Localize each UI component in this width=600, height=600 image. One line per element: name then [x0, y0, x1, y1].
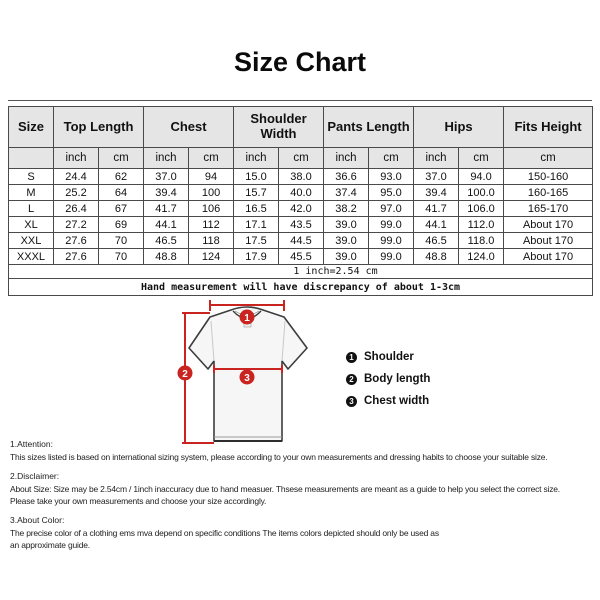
table-row — [9, 201, 593, 217]
table-cell: 165-170 — [504, 201, 593, 217]
table-cell: 70 — [99, 233, 144, 249]
table-cell: 124.0 — [459, 249, 504, 265]
unit-header: cm — [504, 148, 593, 169]
notes-section — [10, 438, 598, 558]
size-table — [8, 106, 593, 296]
circled-2-icon: 2 — [346, 374, 357, 385]
unit-header: inch — [324, 148, 369, 169]
column-group-header: Pants Length — [324, 107, 414, 148]
table-cell: About 170 — [504, 249, 593, 265]
table-cell: 94.0 — [459, 169, 504, 185]
size-table-body — [9, 169, 593, 265]
table-cell: 25.2 — [54, 185, 99, 201]
size-cell: L — [9, 201, 54, 217]
unit-header — [9, 148, 54, 169]
table-cell: 70 — [99, 249, 144, 265]
note-heading: 2.Disclaimer: — [10, 470, 60, 481]
table-cell: 17.1 — [234, 217, 279, 233]
table-cell: 95.0 — [369, 185, 414, 201]
legend-item-body-length — [346, 368, 430, 390]
note-line: About Size: Size may be 2.54cm / 1inch inaccuracy due to hand measuer. Thsese measurements are meant as a guide to help you select the correct size. — [10, 483, 560, 494]
tshirt-graphic — [160, 298, 340, 448]
tshirt-diagram — [160, 298, 340, 448]
table-cell: 150-160 — [504, 169, 593, 185]
table-cell: 112 — [189, 217, 234, 233]
unit-header: inch — [54, 148, 99, 169]
table-cell: 46.5 — [414, 233, 459, 249]
table-cell: 44.1 — [144, 217, 189, 233]
table-cell: About 170 — [504, 233, 593, 249]
measurement-note-row — [9, 279, 593, 296]
table-cell: 46.5 — [144, 233, 189, 249]
table-cell: 43.5 — [279, 217, 324, 233]
note-section — [10, 514, 598, 552]
table-cell: 40.0 — [279, 185, 324, 201]
legend-label-body-length: Body length — [364, 373, 431, 385]
marker-1-number: 1 — [244, 312, 250, 324]
table-cell: 44.1 — [414, 217, 459, 233]
size-cell: M — [9, 185, 54, 201]
page-title: Size Chart — [233, 47, 367, 77]
table-cell: 118 — [189, 233, 234, 249]
table-cell: 45.5 — [279, 249, 324, 265]
circled-3-icon: 3 — [346, 396, 357, 407]
table-cell: About 170 — [504, 217, 593, 233]
legend-label-shoulder: Shoulder — [364, 351, 414, 363]
table-cell: 39.4 — [414, 185, 459, 201]
table-cell: 64 — [99, 185, 144, 201]
unit-header: inch — [144, 148, 189, 169]
note-heading: 1.Attention: — [10, 439, 54, 449]
table-cell: 27.2 — [54, 217, 99, 233]
table-cell: 36.6 — [324, 169, 369, 185]
marker-3-number: 3 — [244, 372, 250, 384]
table-cell: 24.4 — [54, 169, 99, 185]
table-cell: 124 — [189, 249, 234, 265]
table-cell: 16.5 — [234, 201, 279, 217]
table-cell: 48.8 — [414, 249, 459, 265]
table-cell: 69 — [99, 217, 144, 233]
note-line: This sizes listed is based on international sizing system, please according to your own measurements and dressing habits to choose your suitable size. — [10, 452, 548, 462]
table-row — [9, 249, 593, 265]
table-cell: 67 — [99, 201, 144, 217]
column-group-header: Top Length — [54, 107, 144, 148]
table-cell: 17.9 — [234, 249, 279, 265]
table-cell: 99.0 — [369, 217, 414, 233]
column-group-row — [9, 107, 593, 148]
table-row — [9, 169, 593, 185]
table-cell: 15.7 — [234, 185, 279, 201]
column-group-header: Size — [9, 107, 54, 148]
size-cell: XXL — [9, 233, 54, 249]
table-cell: 27.6 — [54, 249, 99, 265]
table-row — [9, 217, 593, 233]
unit-header: cm — [369, 148, 414, 169]
column-group-header: Fits Height — [504, 107, 593, 148]
column-group-header: Chest — [144, 107, 234, 148]
table-top-rule — [8, 100, 592, 101]
conversion-note: 1 inch=2.54 cm — [9, 265, 593, 279]
legend-label-chest-width: Chest width — [364, 395, 430, 407]
table-cell: 17.5 — [234, 233, 279, 249]
table-cell: 38.0 — [279, 169, 324, 185]
table-cell: 99.0 — [369, 249, 414, 265]
table-cell: 39.0 — [324, 217, 369, 233]
table-cell: 37.0 — [144, 169, 189, 185]
marker-2-number: 2 — [182, 368, 188, 380]
unit-header: cm — [279, 148, 324, 169]
unit-header: cm — [189, 148, 234, 169]
table-cell: 42.0 — [279, 201, 324, 217]
table-cell: 41.7 — [144, 201, 189, 217]
size-cell: S — [9, 169, 54, 185]
marker-3 — [240, 370, 255, 385]
note-heading: 3.About Color: — [10, 514, 65, 525]
unit-header: inch — [414, 148, 459, 169]
measurement-legend — [346, 346, 430, 412]
unit-header: cm — [459, 148, 504, 169]
unit-header: cm — [99, 148, 144, 169]
table-cell: 39.0 — [324, 249, 369, 265]
column-group-header: Hips — [414, 107, 504, 148]
table-cell: 62 — [99, 169, 144, 185]
table-cell: 37.0 — [414, 169, 459, 185]
note-line: The precise color of a clothing ems mva depend on specific conditions The items colors depicted should only be used as — [10, 527, 439, 538]
marker-2 — [178, 366, 193, 381]
conversion-note-row — [9, 265, 593, 279]
table-cell: 100.0 — [459, 185, 504, 201]
circled-1-icon: 1 — [346, 352, 357, 363]
table-cell: 38.2 — [324, 201, 369, 217]
table-cell: 94 — [189, 169, 234, 185]
table-cell: 48.8 — [144, 249, 189, 265]
measurement-note: Hand measurement will have discrepancy of about 1-3cm — [9, 279, 593, 296]
marker-1 — [240, 310, 255, 325]
table-row — [9, 185, 593, 201]
table-cell: 41.7 — [414, 201, 459, 217]
size-cell: XXXL — [9, 249, 54, 265]
note-line: Please take your own measurements and choose your size accordingly. — [10, 496, 267, 506]
table-cell: 97.0 — [369, 201, 414, 217]
note-section — [10, 470, 598, 508]
table-cell: 160-165 — [504, 185, 593, 201]
legend-item-shoulder — [346, 346, 430, 368]
table-cell: 106.0 — [459, 201, 504, 217]
table-row — [9, 233, 593, 249]
table-cell: 93.0 — [369, 169, 414, 185]
table-cell: 15.0 — [234, 169, 279, 185]
table-cell: 100 — [189, 185, 234, 201]
note-line: an approximate guide. — [10, 540, 90, 550]
unit-row — [9, 148, 593, 169]
table-cell: 118.0 — [459, 233, 504, 249]
note-section — [10, 438, 598, 464]
table-cell: 37.4 — [324, 185, 369, 201]
table-cell: 39.4 — [144, 185, 189, 201]
size-cell: XL — [9, 217, 54, 233]
table-cell: 99.0 — [369, 233, 414, 249]
table-cell: 27.6 — [54, 233, 99, 249]
table-cell: 106 — [189, 201, 234, 217]
unit-header: inch — [234, 148, 279, 169]
table-cell: 44.5 — [279, 233, 324, 249]
table-cell: 39.0 — [324, 233, 369, 249]
size-table-foot — [9, 265, 593, 296]
size-table-head — [9, 107, 593, 169]
table-cell: 26.4 — [54, 201, 99, 217]
table-cell: 112.0 — [459, 217, 504, 233]
column-group-header: Shoulder Width — [234, 107, 324, 148]
legend-item-chest-width — [346, 390, 430, 412]
